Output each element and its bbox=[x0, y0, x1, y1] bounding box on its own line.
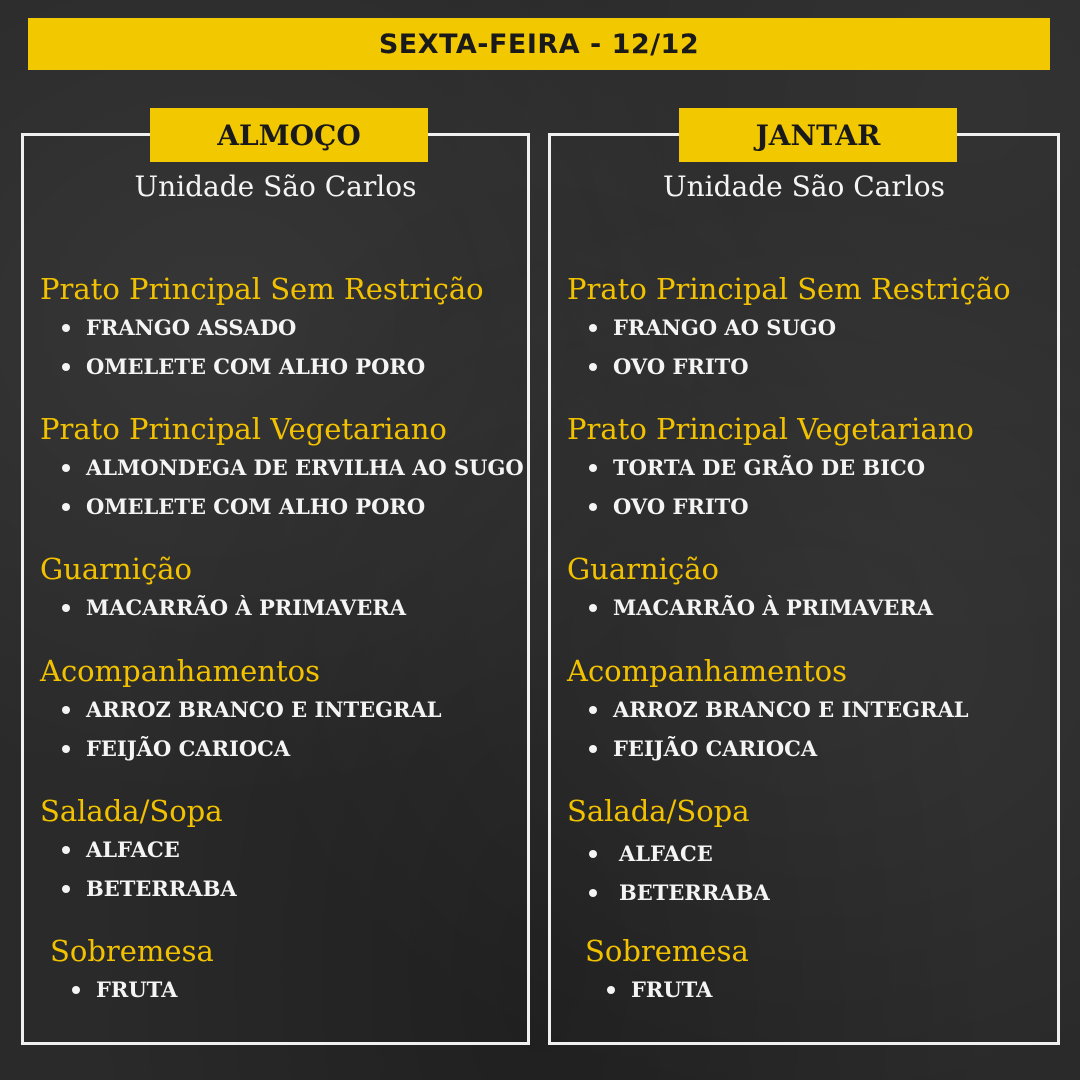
list-item: FRANGO AO SUGO bbox=[567, 308, 1049, 347]
section-title: Prato Principal Sem Restrição bbox=[567, 272, 1011, 306]
lunch-label bbox=[150, 108, 428, 162]
list-item: OVO FRITO bbox=[567, 487, 1049, 526]
dinner-panel bbox=[548, 118, 1060, 1045]
dinner-section-sides bbox=[567, 654, 1049, 768]
list-item: MACARRÃO À PRIMAVERA bbox=[40, 588, 519, 627]
list-item: FEIJÃO CARIOCA bbox=[567, 729, 1049, 768]
list-item: TORTA DE GRÃO DE BICO bbox=[567, 448, 1049, 487]
lunch-section-dessert bbox=[50, 934, 519, 1009]
section-title: Salada/Sopa bbox=[40, 794, 223, 828]
list-item: MACARRÃO À PRIMAVERA bbox=[567, 588, 1049, 627]
dinner-label bbox=[679, 108, 957, 162]
list-item: OMELETE COM ALHO PORO bbox=[40, 487, 519, 526]
section-title: Guarnição bbox=[567, 552, 719, 586]
section-title: Salada/Sopa bbox=[567, 794, 750, 828]
section-title: Prato Principal Sem Restrição bbox=[40, 272, 484, 306]
dinner-section-vegetarian bbox=[567, 412, 1049, 526]
list-item: ALFACE bbox=[40, 830, 519, 869]
lunch-unit: Unidade São Carlos bbox=[134, 170, 417, 203]
lunch-label-text: ALMOÇO bbox=[217, 118, 361, 152]
dinner-label-text: JANTAR bbox=[755, 118, 881, 152]
section-title: Acompanhamentos bbox=[40, 654, 320, 688]
dinner-section-main bbox=[567, 272, 1049, 386]
lunch-section-salad bbox=[40, 794, 519, 908]
list-item: OVO FRITO bbox=[567, 347, 1049, 386]
lunch-panel bbox=[21, 118, 530, 1045]
list-item: FRANGO ASSADO bbox=[40, 308, 519, 347]
lunch-section-vegetarian bbox=[40, 412, 524, 526]
dinner-section-salad bbox=[567, 794, 1049, 912]
list-item: OMELETE COM ALHO PORO bbox=[40, 347, 519, 386]
dinner-unit: Unidade São Carlos bbox=[663, 170, 945, 203]
list-item: FRUTA bbox=[50, 970, 519, 1009]
list-item: BETERRABA bbox=[40, 869, 519, 908]
lunch-section-garnish bbox=[40, 552, 519, 627]
section-title: Sobremesa bbox=[585, 934, 749, 968]
section-title: Sobremesa bbox=[50, 934, 214, 968]
list-item: ARROZ BRANCO E INTEGRAL bbox=[40, 690, 519, 729]
day-title: SEXTA-FEIRA - 12/12 bbox=[378, 28, 700, 60]
lunch-section-main bbox=[40, 272, 519, 386]
list-item: FEIJÃO CARIOCA bbox=[40, 729, 519, 768]
list-item: ARROZ BRANCO E INTEGRAL bbox=[567, 690, 1049, 729]
day-banner bbox=[28, 18, 1050, 70]
dinner-section-dessert bbox=[585, 934, 1049, 1009]
section-title: Prato Principal Vegetariano bbox=[567, 412, 974, 446]
list-item: ALFACE bbox=[567, 834, 1049, 873]
dinner-section-garnish bbox=[567, 552, 1049, 627]
section-title: Acompanhamentos bbox=[567, 654, 847, 688]
section-title: Guarnição bbox=[40, 552, 192, 586]
section-title: Prato Principal Vegetariano bbox=[40, 412, 447, 446]
list-item: FRUTA bbox=[585, 970, 1049, 1009]
lunch-section-sides bbox=[40, 654, 519, 768]
list-item: ALMONDEGA DE ERVILHA AO SUGO bbox=[40, 448, 519, 487]
list-item: BETERRABA bbox=[567, 873, 1049, 912]
